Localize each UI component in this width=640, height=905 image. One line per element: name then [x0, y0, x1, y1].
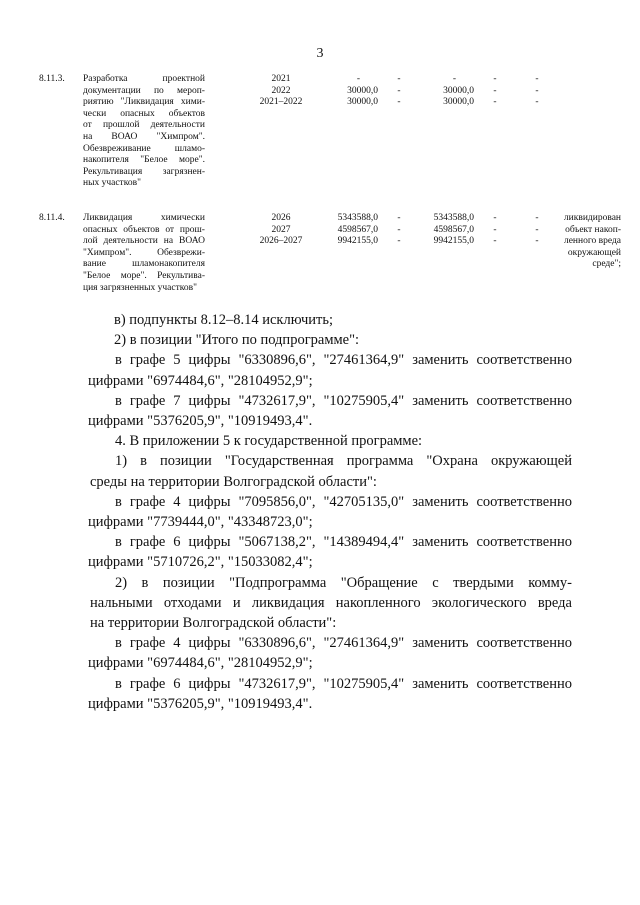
desc-line — [83, 120, 205, 132]
value: 30000,0 — [443, 85, 474, 96]
paragraph — [90, 451, 572, 471]
years-cell — [246, 74, 316, 109]
paragraph: 4. В приложении 5 к государственной программе: — [115, 433, 423, 450]
word: графе — [129, 392, 166, 409]
value: 30000,0 — [443, 97, 474, 108]
value: - — [397, 213, 401, 223]
result-cell — [557, 213, 621, 271]
word: и — [232, 594, 241, 611]
word: в — [115, 534, 122, 551]
word: опасных — [120, 108, 155, 119]
paragraph: 2) в позиции "Итого по подпрограмме": — [114, 332, 360, 349]
regional-cell — [416, 213, 474, 248]
word: деятельности — [150, 120, 205, 131]
word: чески — [83, 108, 107, 119]
word: "5067138,2", — [238, 534, 316, 551]
word: соответственно — [476, 392, 572, 409]
word: ВОАО — [179, 236, 205, 247]
value: - — [535, 74, 539, 84]
paragraph: в) подпункты 8.12–8.14 исключить; — [114, 312, 334, 328]
value: - — [397, 224, 401, 235]
word: "42705135,0" — [323, 493, 405, 510]
word: "Охрана — [426, 453, 478, 470]
word: позиции — [162, 574, 215, 591]
desc-line — [83, 271, 205, 283]
word: заменить — [412, 534, 469, 551]
value: - — [493, 85, 497, 96]
row-description — [83, 213, 205, 294]
federal-cell — [394, 213, 404, 248]
value: 5343588,0 — [433, 213, 474, 223]
word: "14389494,4" — [323, 534, 405, 551]
word: заменить — [412, 493, 469, 510]
word: по — [153, 85, 164, 96]
word: Разработка — [83, 74, 128, 84]
year: 2021–2022 — [259, 97, 303, 108]
paragraph — [90, 350, 572, 370]
word: графе — [129, 352, 166, 369]
word: опасных — [83, 224, 118, 235]
desc-line — [83, 213, 205, 225]
word: в — [141, 574, 149, 591]
word: море". — [120, 270, 147, 281]
year: 2021 — [271, 74, 291, 84]
word: прошлой — [102, 120, 140, 131]
word: цифры — [188, 493, 231, 510]
desc-line — [83, 248, 205, 260]
value: 9942155,0 — [337, 236, 378, 247]
word: 4 — [173, 635, 181, 652]
other-cell — [532, 74, 542, 109]
value: - — [452, 74, 456, 84]
value: - — [535, 236, 539, 247]
word: Рекультивация — [83, 166, 143, 177]
value: - — [535, 85, 539, 96]
value: 30000,0 — [347, 85, 378, 96]
word: "4732617,9", — [238, 675, 316, 692]
word: нальными — [90, 594, 153, 611]
word: заменить — [412, 392, 469, 409]
word: 4 — [173, 493, 181, 510]
desc-line — [83, 86, 205, 98]
word: "Белое — [83, 270, 111, 281]
result-line: объект накоп- — [565, 224, 621, 235]
years-cell — [246, 213, 316, 248]
value: - — [493, 74, 497, 84]
word: соответственно — [476, 493, 572, 510]
word: графе — [129, 534, 166, 551]
word: цифры — [188, 675, 231, 692]
word: соответственно — [476, 534, 572, 551]
word: программа — [346, 453, 414, 470]
word: с — [432, 574, 439, 591]
word: в — [115, 675, 122, 692]
value: - — [493, 224, 497, 235]
word: заменить — [412, 352, 469, 369]
word: ВОАО — [111, 131, 138, 142]
paragraph: цифрами "7739444,0", "43348723,0"; — [88, 514, 313, 531]
word: заменить — [412, 635, 469, 652]
word: проектной — [162, 74, 205, 84]
value: 4598567,0 — [337, 224, 378, 235]
word: "Химпром". — [156, 131, 205, 142]
other-cell — [532, 213, 542, 248]
word: мероп- — [177, 85, 205, 96]
desc-line — [83, 167, 205, 179]
word: объектов — [168, 108, 205, 119]
year: 2027 — [271, 224, 291, 235]
word: 7 — [173, 392, 181, 409]
word: соответственно — [476, 635, 572, 652]
word: накопленного — [335, 594, 421, 611]
desc-line — [83, 144, 205, 156]
word: "6330896,6", — [238, 635, 316, 652]
desc-line — [83, 259, 205, 271]
federal-cell — [394, 74, 404, 109]
paragraph: цифрами "5710726,2", "15033082,4"; — [88, 554, 313, 571]
word: цифры — [188, 352, 231, 369]
word: от — [165, 224, 175, 235]
word: цифры — [188, 392, 231, 409]
local-cell — [490, 74, 500, 109]
word: "Белое — [140, 155, 168, 166]
word: соответственно — [476, 675, 572, 692]
word: 6 — [173, 675, 181, 692]
word: позиции — [160, 453, 212, 470]
total-cell — [322, 74, 378, 109]
row-number: 8.11.4. — [39, 213, 65, 223]
word: 2) — [115, 574, 128, 591]
desc-line — [83, 225, 205, 237]
page-number: 3 — [316, 46, 324, 61]
paragraph — [90, 492, 572, 512]
desc-line — [83, 109, 205, 121]
word: в — [115, 635, 122, 652]
word: шламо- — [174, 143, 205, 154]
paragraph: на территории Волгоградской области": — [90, 615, 337, 632]
word: в — [115, 493, 122, 510]
word: от — [83, 120, 92, 131]
word: отходами — [163, 594, 222, 611]
value: - — [535, 97, 539, 108]
word: графе — [129, 635, 166, 652]
word: "27461364,9" — [323, 352, 405, 369]
word: риятию — [83, 97, 114, 108]
value: 4598567,0 — [433, 224, 474, 235]
word: шламонакопителя — [132, 259, 205, 270]
word: "Обращение — [340, 574, 418, 591]
word: "Ликвидация — [120, 97, 174, 108]
paragraph — [90, 532, 572, 552]
value: - — [493, 213, 497, 223]
word: документации — [83, 85, 141, 96]
word: комму- — [528, 574, 572, 591]
word: в — [140, 453, 147, 470]
word: на — [83, 131, 93, 142]
word: графе — [129, 493, 166, 510]
value: - — [535, 224, 539, 235]
word: накопителя — [83, 155, 129, 166]
desc-line: ных участков" — [83, 178, 141, 189]
year: 2026–2027 — [259, 236, 303, 247]
value: 30000,0 — [347, 97, 378, 108]
year: 2022 — [271, 85, 291, 96]
word: "7095856,0", — [238, 493, 316, 510]
word: лой — [83, 236, 98, 247]
paragraph — [90, 573, 572, 593]
word: на — [163, 236, 174, 247]
value: - — [397, 97, 401, 108]
word: Обезврежи- — [157, 247, 205, 258]
word: графе — [129, 675, 166, 692]
word: в — [115, 392, 122, 409]
desc-line — [83, 97, 205, 109]
result-line: окружающей — [567, 247, 621, 258]
year: 2026 — [271, 213, 291, 223]
word: "10275905,4" — [323, 675, 405, 692]
word: цифры — [188, 635, 231, 652]
result-line: ликвидирован — [563, 213, 621, 223]
paragraph — [90, 391, 572, 411]
body-text — [90, 310, 572, 714]
value: - — [535, 213, 539, 223]
word: "27461364,9" — [323, 635, 405, 652]
word: вреда — [537, 594, 572, 611]
paragraph: цифрами "6974484,6", "28104952,9"; — [88, 655, 313, 672]
word: "Подпрограмма — [229, 574, 327, 591]
value: - — [493, 97, 497, 108]
result-line: ленного вреда — [563, 236, 621, 247]
local-cell — [490, 213, 500, 248]
word: твердыми — [453, 574, 514, 591]
desc-line — [83, 236, 205, 248]
word: хими- — [180, 97, 205, 108]
word: окружающей — [490, 453, 572, 470]
word: экологического — [431, 594, 527, 611]
word: прош- — [179, 224, 205, 235]
word: объектов — [123, 224, 160, 235]
row-description — [83, 74, 205, 190]
desc-line — [83, 155, 205, 167]
value: - — [397, 85, 401, 96]
desc-line: ция загрязненных участков" — [83, 282, 197, 293]
regional-cell — [416, 74, 474, 109]
desc-line — [83, 132, 205, 144]
value: 9942155,0 — [433, 236, 474, 247]
word: Ликвидация — [83, 213, 133, 223]
total-cell — [322, 213, 378, 248]
word: заменить — [412, 675, 469, 692]
word: цифры — [188, 534, 231, 551]
word: море". — [179, 155, 205, 166]
paragraph: цифрами "6974484,6", "28104952,9"; — [88, 372, 313, 389]
word: Рекультива- — [157, 270, 205, 281]
word: Обезвреживание — [83, 143, 151, 154]
value: - — [397, 74, 401, 84]
word: ликвидация — [251, 594, 325, 611]
paragraph: цифрами "5376205,9", "10919493,4". — [88, 413, 313, 430]
value: - — [356, 74, 360, 84]
result-line: среде"; — [592, 259, 621, 270]
paragraph: среды на территории Волгоградской области": — [90, 473, 377, 490]
word: "Государственная — [224, 453, 334, 470]
word: загрязнен- — [162, 166, 205, 177]
word: деятельности — [103, 236, 158, 247]
paragraph — [90, 633, 572, 653]
word: вание — [83, 259, 106, 270]
desc-line — [83, 74, 205, 86]
value: - — [493, 236, 497, 247]
word: "6330896,6", — [238, 352, 316, 369]
word: "4732617,9", — [238, 392, 316, 409]
word: 6 — [173, 534, 181, 551]
word: "10275905,4" — [323, 392, 405, 409]
paragraph — [90, 593, 572, 613]
word: 1) — [115, 453, 128, 470]
row-number: 8.11.3. — [39, 74, 65, 84]
value: 5343588,0 — [337, 213, 378, 223]
paragraph — [90, 674, 572, 694]
value: - — [397, 236, 401, 247]
paragraph: цифрами "5376205,9", "10919493,4". — [88, 695, 313, 712]
word: соответственно — [476, 352, 572, 369]
word: химически — [160, 213, 205, 223]
word: "Химпром". — [83, 247, 132, 258]
word: в — [115, 352, 122, 369]
word: 5 — [173, 352, 181, 369]
